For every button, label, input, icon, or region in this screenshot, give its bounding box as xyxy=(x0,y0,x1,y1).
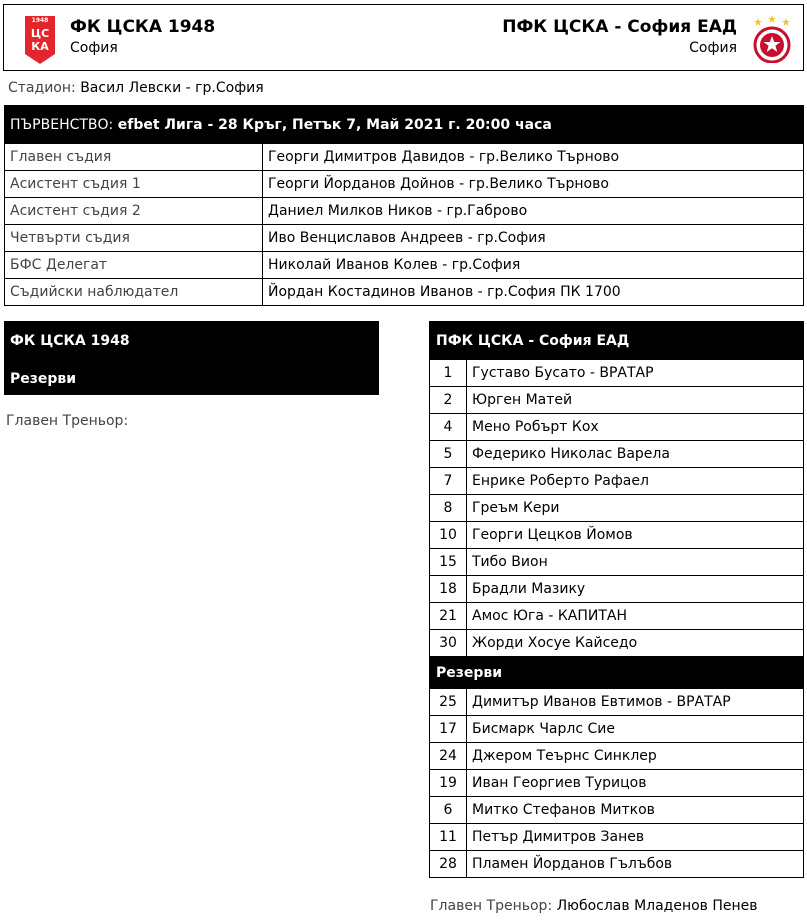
stadium-info xyxy=(8,80,264,96)
player-row xyxy=(430,468,804,495)
player-number: 24 xyxy=(430,743,467,770)
player-name: Георги Цецков Йомов xyxy=(467,522,804,549)
player-number: 6 xyxy=(430,797,467,824)
player-number: 1 xyxy=(430,360,467,387)
match-header xyxy=(3,4,804,71)
player-name: Тибо Вион xyxy=(467,549,804,576)
player-number: 7 xyxy=(430,468,467,495)
home-team-logo xyxy=(23,12,57,65)
championship-row xyxy=(5,106,804,144)
official-name: Иво Венциславов Андреев - гр.София xyxy=(263,225,804,252)
home-logo-year: 1948 xyxy=(31,17,49,24)
player-number: 19 xyxy=(430,770,467,797)
player-number: 21 xyxy=(430,603,467,630)
official-row xyxy=(5,279,804,306)
official-name: Георги Йорданов Дойнов - гр.Велико Търново xyxy=(263,171,804,198)
away-reserves-label: Резерви xyxy=(430,657,804,689)
official-role: Четвърти съдия xyxy=(5,225,263,252)
away-team-logo xyxy=(751,15,793,63)
svg-text:КА: КА xyxy=(31,40,49,53)
championship-value: efbet Лига - 28 Кръг, Петък 7, Май 2021 г. 20:00 часа xyxy=(117,116,552,133)
player-row xyxy=(430,576,804,603)
reserve-row xyxy=(430,716,804,743)
official-role: Главен съдия xyxy=(5,144,263,171)
player-number: 25 xyxy=(430,689,467,716)
player-name: Петър Димитров Занев xyxy=(467,824,804,851)
official-name: Георги Димитров Давидов - гр.Велико Търново xyxy=(263,144,804,171)
away-lineup-team: ПФК ЦСКА - София ЕАД xyxy=(430,322,804,360)
player-name: Бисмарк Чарлс Сие xyxy=(467,716,804,743)
home-coach-label: Главен Треньор: xyxy=(6,413,129,429)
player-row xyxy=(430,630,804,657)
player-name: Греъм Кери xyxy=(467,495,804,522)
away-lineup-table xyxy=(429,321,804,878)
championship-label: ПЪРВЕНСТВО: xyxy=(10,116,114,133)
player-number: 8 xyxy=(430,495,467,522)
official-name: Николай Иванов Колев - гр.София xyxy=(263,252,804,279)
reserve-row xyxy=(430,770,804,797)
player-row xyxy=(430,522,804,549)
player-number: 28 xyxy=(430,851,467,878)
official-name: Йордан Костадинов Иванов - гр.София ПК 1700 xyxy=(263,279,804,306)
home-team-city: София xyxy=(70,40,118,56)
home-lineup-header xyxy=(4,321,379,395)
player-number: 10 xyxy=(430,522,467,549)
player-row xyxy=(430,387,804,414)
player-row xyxy=(430,549,804,576)
away-lineup-header xyxy=(430,322,804,360)
player-name: Брадли Мазику xyxy=(467,576,804,603)
player-name: Митко Стефанов Митков xyxy=(467,797,804,824)
reserve-row xyxy=(430,743,804,770)
official-row xyxy=(5,225,804,252)
away-logo-stars-icon xyxy=(754,15,790,26)
reserve-row xyxy=(430,689,804,716)
player-number: 11 xyxy=(430,824,467,851)
player-number: 2 xyxy=(430,387,467,414)
player-name: Димитър Иванов Евтимов - ВРАТАР xyxy=(467,689,804,716)
player-number: 17 xyxy=(430,716,467,743)
player-name: Федерико Николас Варела xyxy=(467,441,804,468)
official-row xyxy=(5,144,804,171)
player-row xyxy=(430,360,804,387)
official-name: Даниел Милков Ников - гр.Габрово xyxy=(263,198,804,225)
player-number: 4 xyxy=(430,414,467,441)
player-name: Енрике Роберто Рафаел xyxy=(467,468,804,495)
player-name: Мено Робърт Кох xyxy=(467,414,804,441)
official-row xyxy=(5,252,804,279)
match-officials-table xyxy=(4,105,804,306)
reserve-row xyxy=(430,851,804,878)
player-name: Жорди Хосуе Кайседо xyxy=(467,630,804,657)
stadium-value: Васил Левски - гр.София xyxy=(80,80,264,96)
player-number: 18 xyxy=(430,576,467,603)
player-row xyxy=(430,414,804,441)
player-name: Густаво Бусато - ВРАТАР xyxy=(467,360,804,387)
player-row xyxy=(430,603,804,630)
reserve-row xyxy=(430,797,804,824)
official-row xyxy=(5,198,804,225)
player-row xyxy=(430,495,804,522)
away-team-name: ПФК ЦСКА - София ЕАД xyxy=(502,17,737,37)
player-number: 30 xyxy=(430,630,467,657)
player-name: Пламен Йорданов Гълъбов xyxy=(467,851,804,878)
official-role: Съдийски наблюдател xyxy=(5,279,263,306)
player-name: Иван Георгиев Турицов xyxy=(467,770,804,797)
official-role: БФС Делегат xyxy=(5,252,263,279)
player-row xyxy=(430,441,804,468)
away-coach-name: Любослав Младенов Пенев xyxy=(556,898,758,914)
player-number: 5 xyxy=(430,441,467,468)
reserve-row xyxy=(430,824,804,851)
home-team-name: ФК ЦСКА 1948 xyxy=(70,17,216,37)
away-reserves-header xyxy=(430,657,804,689)
away-coach-label: Главен Треньор: xyxy=(430,898,553,914)
player-number: 15 xyxy=(430,549,467,576)
away-coach xyxy=(430,898,758,914)
svg-text:ЦС: ЦС xyxy=(30,27,50,40)
player-name: Юрген Матей xyxy=(467,387,804,414)
player-name: Джером Теърнс Синклер xyxy=(467,743,804,770)
away-team-city: София xyxy=(689,40,737,56)
official-role: Асистент съдия 1 xyxy=(5,171,263,198)
home-reserves-label: Резерви xyxy=(10,371,77,387)
official-row xyxy=(5,171,804,198)
player-name: Амос Юга - КАПИТАН xyxy=(467,603,804,630)
official-role: Асистент съдия 2 xyxy=(5,198,263,225)
stadium-label: Стадион: xyxy=(8,80,76,96)
home-lineup-team: ФК ЦСКА 1948 xyxy=(10,333,130,349)
